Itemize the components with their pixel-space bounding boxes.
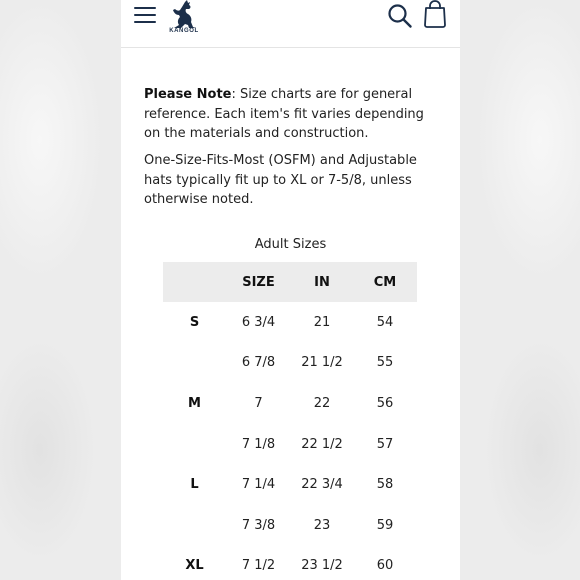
search-icon[interactable] xyxy=(387,3,413,29)
hat-size: 7 1/2 xyxy=(241,558,276,574)
table-row xyxy=(163,383,417,424)
centimeters: 55 xyxy=(376,355,394,371)
size-label: XL xyxy=(185,558,204,574)
note-label: Please Note xyxy=(144,87,232,102)
header-label-cell xyxy=(163,262,226,302)
centimeters: 57 xyxy=(376,436,394,452)
inches: 22 3/4 xyxy=(301,477,343,493)
header-cm: CM xyxy=(353,262,417,302)
note-text: : Size charts are for general reference. Each item's fit varies depending on the materials and construction. xyxy=(144,87,424,141)
size-chart-table xyxy=(163,262,417,580)
table-title: Adult Sizes xyxy=(254,237,327,252)
size-label: S xyxy=(189,314,200,330)
centimeters: 58 xyxy=(376,477,394,493)
table-row xyxy=(163,464,417,505)
hamburger-menu-icon[interactable] xyxy=(134,6,156,25)
centimeters: 60 xyxy=(376,558,394,574)
hat-size: 6 7/8 xyxy=(241,355,276,371)
hat-size: 7 1/8 xyxy=(241,436,276,452)
inches: 22 xyxy=(313,395,331,411)
size-label xyxy=(163,424,226,465)
shopping-bag-icon[interactable] xyxy=(423,0,447,28)
inches: 21 xyxy=(313,314,331,330)
osfm-note: One-Size-Fits-Most (OSFM) and Adjustable hats typically fit up to XL or 7-5/8, unless otherwise noted. xyxy=(144,153,417,207)
mobile-page xyxy=(121,0,460,580)
size-label: M xyxy=(188,395,201,411)
hat-size: 6 3/4 xyxy=(241,314,276,330)
table-header-row xyxy=(163,262,417,302)
table-row xyxy=(163,505,417,546)
size-chart-note xyxy=(144,85,444,144)
inches: 23 1/2 xyxy=(301,558,343,574)
inches: 22 1/2 xyxy=(301,436,343,452)
size-label xyxy=(163,505,226,546)
table-row xyxy=(163,343,417,384)
site-header xyxy=(121,0,460,48)
header-in: IN xyxy=(291,262,353,302)
centimeters: 56 xyxy=(376,395,394,411)
size-label: L xyxy=(190,477,199,493)
logo-wordmark: KANGOL xyxy=(169,28,199,34)
table-row xyxy=(163,302,417,343)
header-size: SIZE xyxy=(226,262,291,302)
centimeters: 59 xyxy=(376,517,394,533)
hat-size: 7 3/8 xyxy=(241,517,276,533)
hat-size: 7 xyxy=(254,395,263,411)
inches: 23 xyxy=(313,517,331,533)
inches: 21 1/2 xyxy=(301,355,343,371)
hat-size: 7 1/4 xyxy=(241,477,276,493)
table-row xyxy=(163,546,417,580)
table-row xyxy=(163,424,417,465)
centimeters: 54 xyxy=(376,314,394,330)
size-label xyxy=(163,343,226,384)
